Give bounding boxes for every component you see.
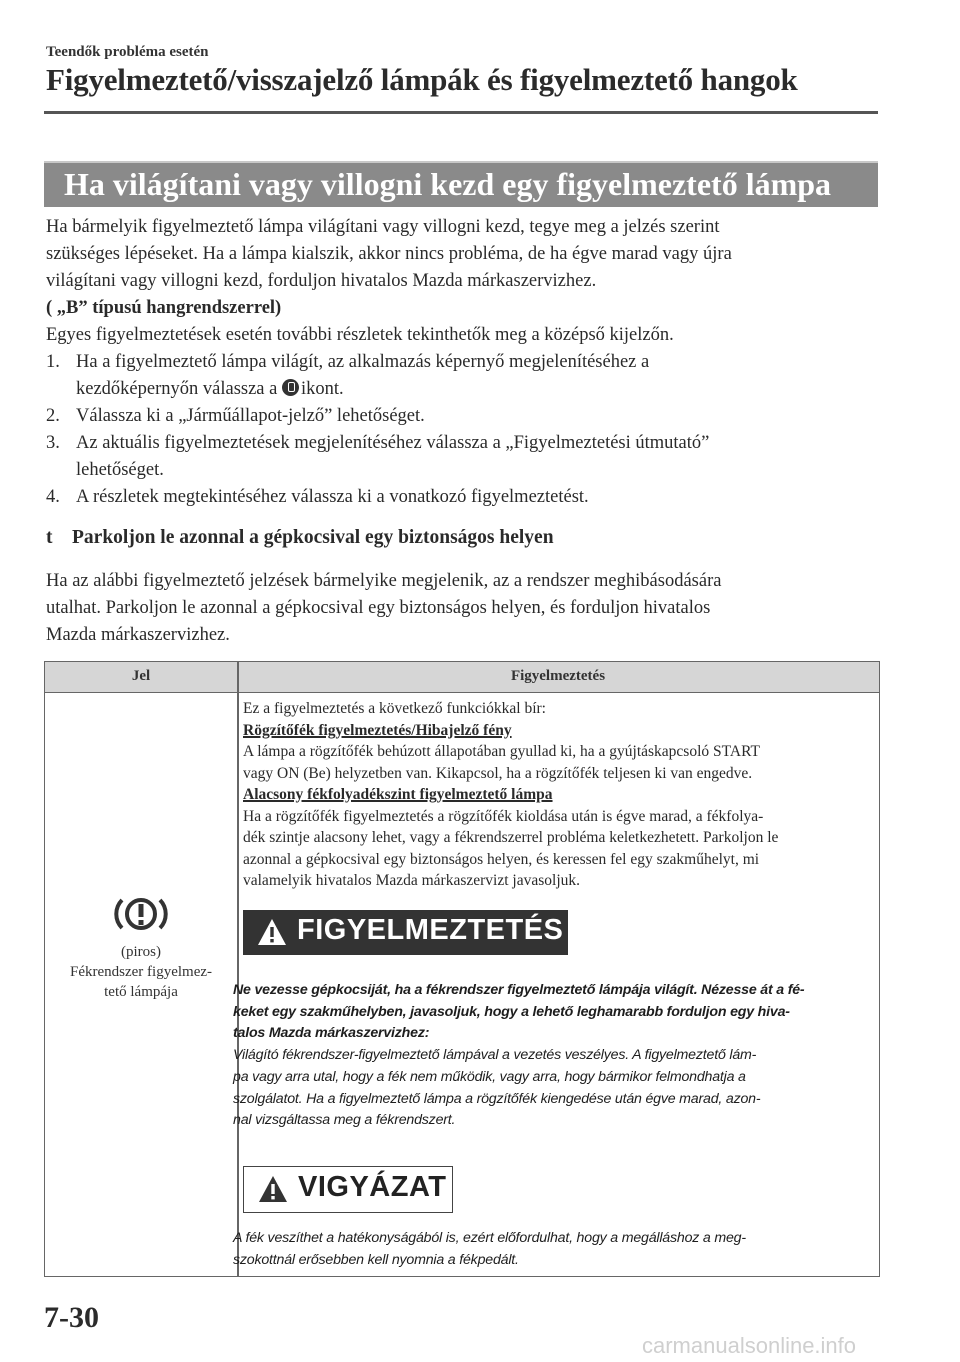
step-number: 4.	[46, 487, 60, 507]
intro-block	[46, 214, 882, 511]
intro-line: szükséges lépéseket. Ha a lámpa kialszik, akkor nincs probléma, de ha égve marad vagy újra	[46, 244, 732, 264]
desc-line: valamelyik hivatalos Mazda márkaszervizt javasoljuk.	[243, 872, 581, 889]
desc-line: vagy ON (Be) helyzetben van. Kikapcsol, ha a rögzítőfék teljesen ki van engedve.	[243, 764, 753, 782]
warning-label: FIGYELMEZTETÉS	[297, 914, 564, 946]
step-number: 2.	[46, 406, 60, 426]
warning-text	[233, 980, 873, 1132]
step-text: Válassza ki a „Járműállapot-jelző” lehetőséget.	[76, 406, 425, 426]
table-header	[45, 662, 879, 693]
step-text: kezdőképernyőn válassza a	[76, 379, 278, 399]
step-number: 1.	[46, 352, 60, 372]
warning-banner	[243, 910, 568, 955]
caution-triangle-icon	[258, 1175, 288, 1203]
chapter-title: Figyelmeztető/visszajelző lámpák és figyelmeztető hangok	[46, 62, 798, 97]
symbol-cell	[45, 892, 237, 1002]
desc-heading: Rögzítőfék figyelmeztetés/Hibajelző fény	[243, 721, 512, 739]
steps-list	[46, 349, 882, 511]
step-item	[46, 484, 882, 511]
warning-line: szolgálatot. Ha a figyelmeztető lámpa a rögzítőfék kiengedése után égve marad, azon-	[233, 1090, 761, 1107]
desc-heading: Alacsony fékfolyadékszint figyelmeztető lámpa	[243, 786, 553, 803]
vehicle-status-app-icon	[282, 379, 299, 396]
intro-line: Ha bármelyik figyelmeztető lámpa világítani vagy villogni kezd, tegye meg a jelzés szerint	[46, 217, 720, 237]
symbol-caption: tető lámpája	[104, 984, 178, 1000]
page-number: 7-30	[44, 1301, 99, 1334]
step-text: Az aktuális figyelmeztetések megjelenítéséhez válassza a „Figyelmeztetési útmutató”	[76, 433, 710, 453]
details-note: Egyes figyelmeztetések esetén további részletek tekinthetők meg a középső kijelzőn.	[46, 325, 674, 345]
title-divider	[44, 111, 878, 114]
warning-table	[44, 661, 880, 1277]
subsection-paragraph	[46, 568, 882, 649]
subsection-title: Parkoljon le azonnal a gépkocsival egy biztonságos helyen	[72, 527, 554, 548]
warning-line: pa vagy arra utal, hogy a fék nem működik, vagy arra, hogy bármikor felmondhatja a	[233, 1068, 746, 1085]
caution-banner	[243, 1166, 453, 1213]
desc-intro: Ez a figyelmeztetés a következő funkciókkal bír:	[243, 700, 546, 717]
caution-line: A fék veszíthet a hatékonyságából is, ezért előfordulhat, hogy a megálláshoz a meg-	[233, 1230, 746, 1246]
step-text: Ha a figyelmeztető lámpa világít, az alkalmazás képernyő megjelenítéséhez a	[76, 352, 650, 372]
symbol-color-note: (piros)	[121, 944, 161, 960]
paragraph-line: Ha az alábbi figyelmeztető jelzések bármelyike megjelenik, az a rendszer meghibásodására	[46, 571, 722, 591]
subsection-marker: t	[46, 527, 53, 548]
step-text: A részletek megtekintéséhez válassza ki a vonatkozó figyelmeztetést.	[76, 487, 589, 507]
caution-text	[233, 1228, 873, 1271]
warning-line: Világító fékrendszer-figyelmeztető lámpával a vezetés veszélyes. A figyelmeztető lám-	[233, 1047, 757, 1064]
system-note: ( „B” típusú hangrendszerrel)	[46, 298, 282, 318]
warning-bold-line: talos Mazda márkaszervizhez:	[233, 1025, 430, 1042]
symbol-caption: Fékrendszer figyelmez-	[69, 964, 213, 980]
warning-line: nal vizsgáltassa meg a fékrendszert.	[233, 1112, 456, 1129]
step-text: lehetőséget.	[76, 460, 164, 480]
section-title: Ha világítani vagy villogni kezd egy figyelmeztető lámpa	[64, 166, 832, 202]
paragraph-line: Mazda márkaszervizhez.	[46, 625, 230, 645]
watermark: carmanualsonline.info	[642, 1333, 857, 1358]
paragraph-line: utalhat. Parkoljon le azonnal a gépkocsival egy biztonságos helyen, és forduljon hivatalos	[46, 598, 711, 618]
caution-line: szokottnál erősebben kell nyomnia a fékpedált.	[233, 1251, 519, 1268]
step-number: 3.	[46, 433, 60, 453]
step-item	[46, 403, 882, 430]
brake-warning-icon	[113, 892, 169, 936]
column-header-symbol: Jel	[131, 668, 151, 684]
warning-description	[243, 698, 875, 892]
desc-line: A lámpa a rögzítőfék behúzott állapotában gyullad ki, ha a gyújtáskapcsoló START	[243, 743, 760, 760]
warning-bold-line: Ne vezesse gépkocsiját, ha a fékrendszer figyelmeztető lámpája világít. Nézesse át a fé-	[233, 982, 805, 998]
intro-line: világítani vagy villogni kezd, forduljon hivatalos Mazda márkaszervizhez.	[46, 271, 597, 291]
section-banner	[44, 161, 878, 207]
desc-line: Ha a rögzítőfék figyelmeztetés a rögzítőfék kioldása után is égve marad, a fékfolya-	[243, 807, 764, 825]
subsection-heading	[46, 527, 554, 549]
running-head: Teendők probléma esetén	[46, 44, 209, 60]
step-item	[46, 349, 882, 403]
column-divider	[237, 662, 239, 1276]
desc-line: dék szintje alacsony lehet, vagy a fékrendszerrel probléma keletkezhetett. Parkoljon le	[243, 829, 779, 846]
desc-line: azonnal a gépkocsival egy biztonságos helyen, és keressen fel egy szakműhelyt, mi	[243, 850, 760, 868]
step-text: ikont.	[300, 379, 344, 399]
warning-bold-line: keket egy szakműhelyben, javasoljuk, hogy a lehető leghamarabb forduljon egy hiva-	[233, 1003, 790, 1020]
caution-label: VIGYÁZAT	[298, 1171, 447, 1203]
warning-triangle-icon	[257, 918, 287, 946]
step-item	[46, 430, 882, 484]
column-header-warning: Figyelmeztetés	[510, 668, 606, 684]
